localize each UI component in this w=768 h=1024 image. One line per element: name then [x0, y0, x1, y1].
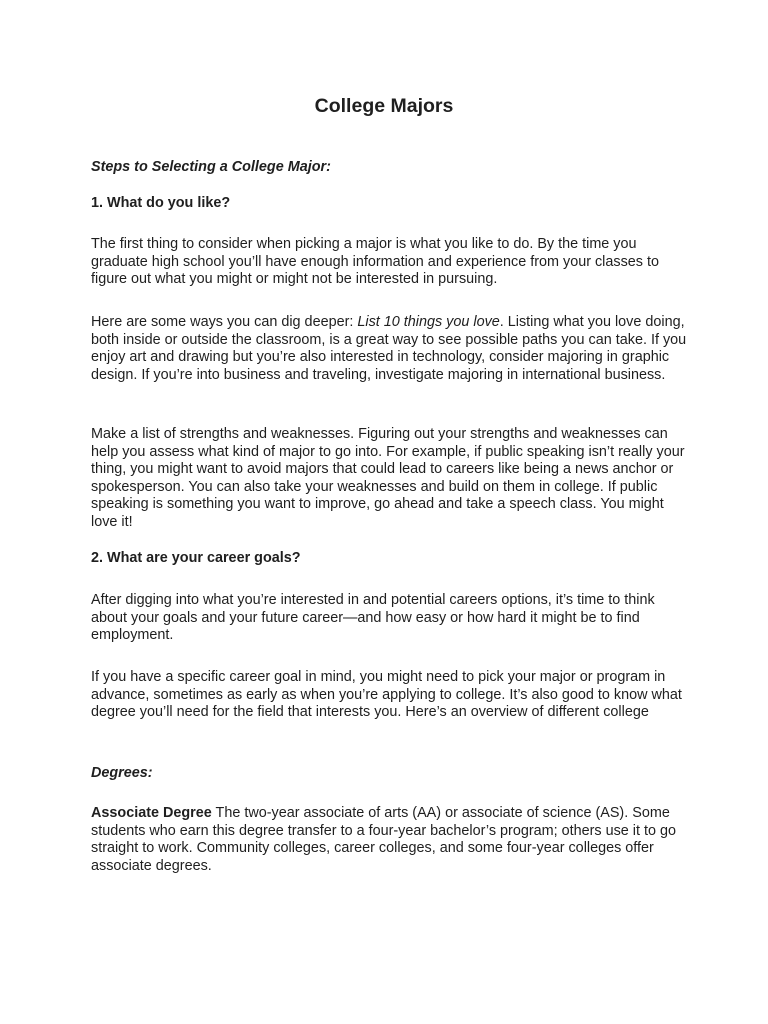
steps-heading: Steps to Selecting a College Major: [91, 159, 331, 175]
degrees-heading: Degrees: [91, 765, 153, 781]
associate-degree-term: Associate Degree [91, 805, 212, 821]
paragraph-dig-deeper [91, 314, 691, 384]
page-title: College Majors [314, 95, 454, 117]
paragraph-what-you-like: The first thing to consider when picking a major is what you like to do. By the time you graduate high school you’ll have enough information and experience from your classes to figure out what you might or might not be interested in pursuing. [91, 236, 659, 288]
step2-heading: 2. What are your career goals? [91, 550, 301, 566]
dig-deeper-rest: . Listing what you love doing, both inside or outside the classroom, is a great way to see possible paths you can take. If you enjoy art and drawing but you’re also interested in technology, consider majoring in graphic design. If you’re into business and traveling, investigate majoring in international business. [91, 314, 687, 383]
paragraph-associate-degree [91, 805, 691, 875]
list-ten-things-emphasis: List 10 things you love [357, 314, 500, 330]
paragraph-career-goal-in-mind: If you have a specific career goal in mind, you might need to pick your major or program in advance, sometimes as early as when you’re applying to college. It’s also good to know what degree you’ll need for the field that interests you. Here’s an overview of different college [91, 669, 682, 721]
paragraph-career-goals: After digging into what you’re interested in and potential careers options, it’s time to think about your goals and your future career—and how easy or how hard it might be to find employment. [91, 592, 655, 644]
associate-degree-text: The two-year associate of arts (AA) or associate of science (AS). Some students who earn this degree transfer to a four-year bachelor’s program; others use it to go straight to work. Community colleges, career colleges, and some four-year colleges offer associate degrees. [91, 805, 677, 874]
paragraph-strengths-weaknesses: Make a list of strengths and weaknesses. Figuring out your strengths and weaknesses can help you assess what kind of major to go into. For example, if public speaking isn’t really your thing, you might want to avoid majors that could lead to careers like being a news anchor or spokesperson. You can also take your weaknesses and build on them in college. If public speaking is something you want to improve, go ahead and take a speech class. You might love it! [91, 426, 685, 530]
dig-deeper-lead: Here are some ways you can dig deeper: [91, 314, 358, 330]
step1-heading: 1. What do you like? [91, 195, 231, 211]
